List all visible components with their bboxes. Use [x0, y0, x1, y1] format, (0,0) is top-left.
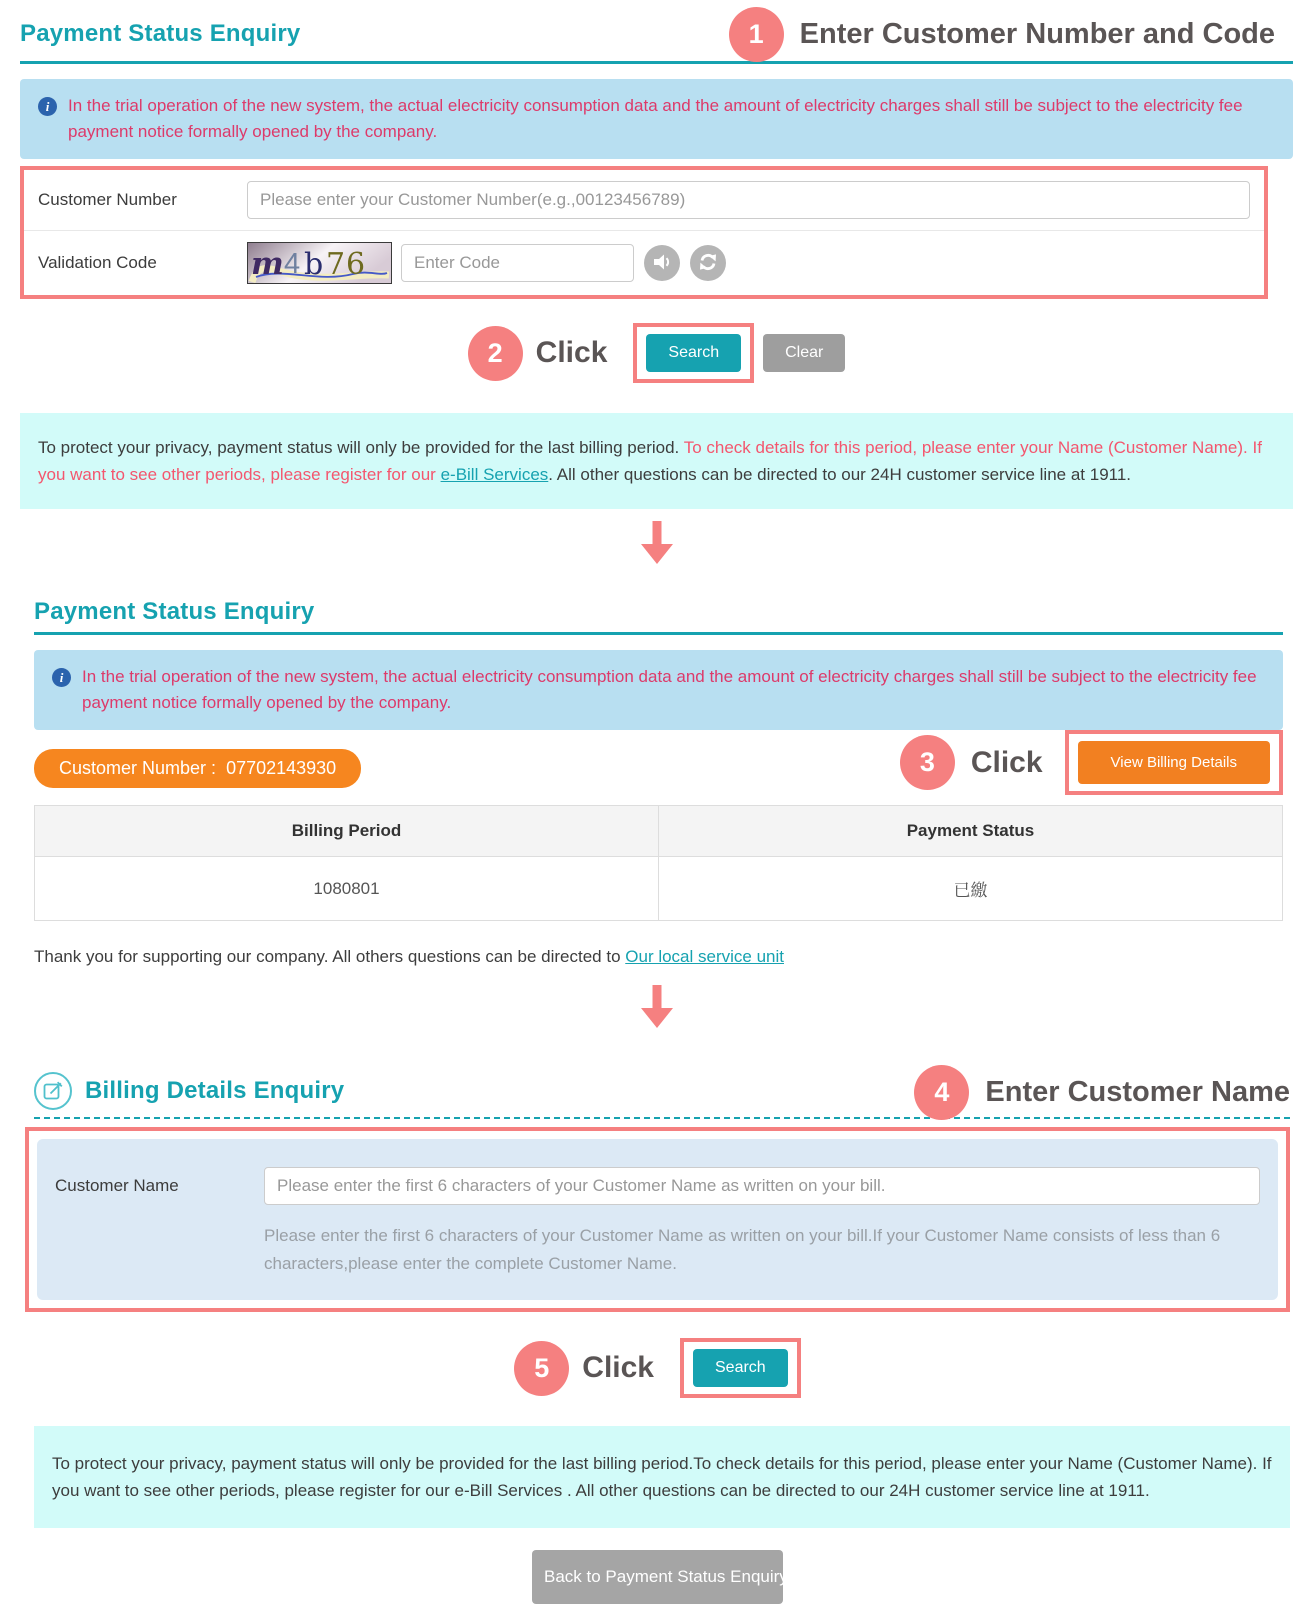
payment-status-result-section	[0, 598, 1313, 967]
customer-name-input[interactable]	[264, 1167, 1260, 1205]
captcha-image	[247, 242, 392, 284]
info-icon: i	[52, 668, 71, 687]
validation-code-input[interactable]	[401, 244, 634, 282]
captcha-refresh-button[interactable]	[690, 245, 726, 281]
speaker-icon	[652, 252, 672, 275]
column-header-payment-status: Payment Status	[659, 806, 1283, 857]
enquiry-form	[20, 166, 1268, 299]
step-3-annotation	[900, 730, 1283, 795]
billing-table	[34, 805, 1283, 921]
privacy-notice	[20, 413, 1293, 509]
column-header-billing-period: Billing Period	[35, 806, 659, 857]
billing-details-enquiry-section	[0, 1058, 1313, 1604]
page-title: Payment Status Enquiry	[20, 19, 301, 47]
table-row	[35, 857, 1283, 921]
captcha-audio-button[interactable]	[644, 245, 680, 281]
customer-number-label: Customer Number	[38, 190, 177, 209]
svg-text:6: 6	[346, 247, 366, 282]
step-4-annotation	[914, 1065, 1290, 1120]
back-to-payment-status-button[interactable]: Back to Payment Status Enquiry	[532, 1550, 783, 1604]
step-3-badge: 3	[900, 735, 955, 790]
search-button[interactable]: Search	[693, 1349, 788, 1387]
table-cell-payment-status: 已繳	[659, 857, 1283, 921]
step-5-badge: 5	[514, 1341, 569, 1396]
customer-name-label: Customer Name	[55, 1176, 179, 1195]
svg-text:4: 4	[284, 248, 301, 280]
table-header-row	[35, 806, 1283, 857]
svg-text:7: 7	[326, 247, 346, 282]
customer-badge-label: Customer Number :	[59, 758, 217, 778]
arrow-down-icon	[638, 521, 676, 570]
info-banner-text: In the trial operation of the new system, the actual electricity consumption data and the amount of electricity charges shall still be subject to the electricity fee payment notice formally opened by the company.	[82, 667, 1257, 712]
privacy-text-dark-2: . All other questions can be directed to our 24H customer service line at 1911.	[548, 465, 1132, 484]
page-title: Payment Status Enquiry	[34, 598, 315, 625]
info-icon: i	[38, 97, 57, 116]
thanks-text	[34, 947, 1283, 967]
privacy-notice	[34, 1426, 1290, 1528]
step-2-label: Click	[535, 336, 608, 369]
info-banner-text: In the trial operation of the new system, the actual electricity consumption data and the amount of electricity charges shall still be subject to the electricity fee payment notice formally opened by the company.	[68, 96, 1243, 141]
customer-name-form	[37, 1139, 1278, 1300]
edit-icon	[34, 1072, 72, 1110]
customer-number-input[interactable]	[247, 181, 1250, 219]
privacy-text-red: To check details for this period, please enter your Name (Customer Name). If you want to see other periods, please register for our	[38, 438, 1262, 484]
step-5-label: Click	[582, 1351, 654, 1384]
step-1-annotation	[729, 7, 1275, 62]
step-2-badge: 2	[468, 326, 523, 381]
validation-code-label: Validation Code	[38, 253, 157, 272]
view-billing-highlight	[1065, 730, 1283, 795]
customer-number-value: 07702143930	[226, 758, 337, 778]
svg-text:b: b	[304, 247, 324, 282]
thanks-text-body: Thank you for supporting our company. All others questions can be directed to	[34, 947, 621, 966]
payment-status-enquiry-section	[0, 0, 1313, 509]
customer-number-badge	[34, 749, 361, 788]
search-button[interactable]: Search	[646, 334, 741, 372]
info-banner	[20, 79, 1293, 159]
step-4-title: Enter Customer Name	[985, 1076, 1290, 1108]
info-banner	[34, 650, 1283, 730]
search-highlight	[680, 1338, 801, 1398]
step-4-badge: 4	[914, 1065, 969, 1120]
refresh-icon	[698, 252, 718, 275]
step-1-title: Enter Customer Number and Code	[799, 18, 1275, 50]
divider	[34, 632, 1283, 635]
local-service-unit-link[interactable]: Our local service unit	[625, 947, 784, 966]
arrow-down-icon	[638, 985, 676, 1034]
privacy-text-dark: To protect your privacy, payment status will only be provided for the last billing period.	[38, 438, 680, 457]
customer-name-highlight	[25, 1127, 1290, 1312]
customer-name-help: Please enter the first 6 characters of your Customer Name as written on your bill.If your Customer Name consists of less than 6 characters,please enter the complete Customer Name.	[264, 1226, 1221, 1273]
view-billing-details-button[interactable]: View Billing Details	[1078, 741, 1270, 784]
step-3-label: Click	[970, 745, 1043, 779]
ebill-services-link[interactable]: e-Bill Services	[440, 465, 549, 484]
step-1-badge: 1	[729, 7, 784, 62]
privacy-text: To protect your privacy, payment status will only be provided for the last billing period.To check details for this period, please enter your Name (Customer Name). If you want to see other periods, please register for our e-Bill Services . All other questions can be directed to our 24H customer service line at 1911.	[52, 1454, 1272, 1500]
page-title: Billing Details Enquiry	[85, 1076, 345, 1104]
table-cell-billing-period: 1080801	[35, 857, 659, 921]
clear-button[interactable]: Clear	[763, 334, 845, 372]
search-highlight	[633, 323, 754, 383]
svg-text:m: m	[251, 246, 284, 282]
